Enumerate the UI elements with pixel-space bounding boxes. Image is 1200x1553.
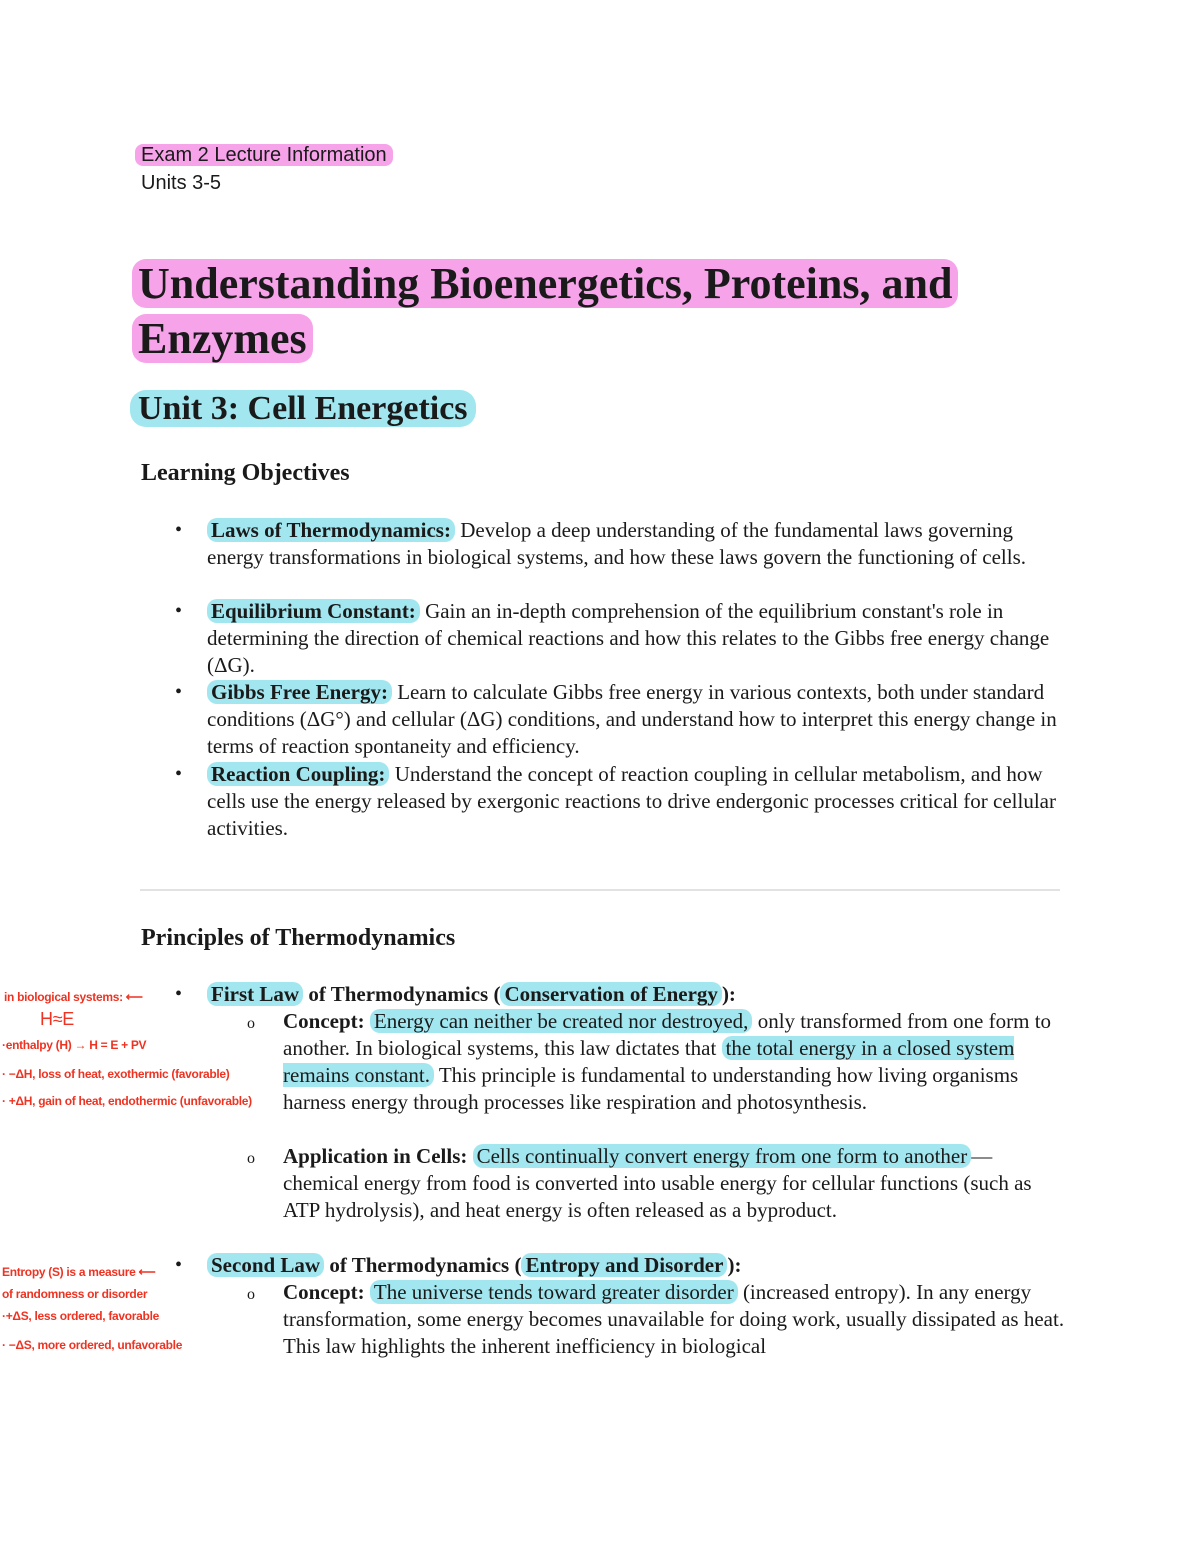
concept-text: This principle is fundamental to understanding how living organisms harness energy through processes like respiration and photosynthesis. xyxy=(283,1063,1019,1114)
header-label xyxy=(135,144,393,167)
divider xyxy=(140,889,1060,891)
page-title xyxy=(132,256,958,366)
bullet-icon: • xyxy=(175,983,183,1005)
annotation: ·enthalpy (H) → H = E + PV xyxy=(2,1038,147,1052)
objective-item xyxy=(207,761,1067,842)
annotation: Entropy (S) is a measure ⟵ xyxy=(2,1265,156,1279)
highlight: The universe tends toward greater disorder xyxy=(370,1280,738,1304)
first-law-concept xyxy=(283,1008,1068,1116)
second-law-subtitle: Entropy and Disorder xyxy=(521,1253,727,1277)
annotation: · −ΔH, loss of heat, exothermic (favorable) xyxy=(2,1067,230,1081)
first-law-heading-end: ): xyxy=(721,982,736,1006)
objective-text: Develop a deep understanding of the fundamental laws governing energy transformations in biological systems, and how these laws govern the functioning of cells. xyxy=(207,518,1027,569)
objective-term: Gibbs Free Energy: xyxy=(207,680,392,704)
annotation: · −ΔS, more ordered, unfavorable xyxy=(2,1338,183,1352)
unit-heading-text: Unit 3: Cell Energetics xyxy=(130,390,476,427)
objective-text: Understand the concept of reaction coupling in cellular metabolism, and how cells use the energy released by exergonic reactions to drive endergonic processes critical for cellular activities. xyxy=(207,762,1056,840)
first-law-heading-text: of Thermodynamics ( xyxy=(303,982,501,1006)
principles-heading: Principles of Thermodynamics xyxy=(141,925,456,951)
annotation: ·+ΔS, less ordered, favorable xyxy=(2,1309,159,1323)
second-law-heading-text: of Thermodynamics ( xyxy=(324,1253,522,1277)
second-law-term: Second Law xyxy=(207,1253,324,1277)
objective-item xyxy=(207,598,1067,679)
second-law-heading-end: ): xyxy=(727,1253,742,1277)
bullet-icon: • xyxy=(175,763,183,785)
title-line2: Enzymes xyxy=(132,314,313,363)
circle-bullet-icon: o xyxy=(247,1150,255,1167)
objective-term: Equilibrium Constant: xyxy=(207,599,420,623)
bullet-icon: • xyxy=(175,600,183,622)
concept-text: only transformed from one form to another. In biological systems, this law dictates that xyxy=(283,1009,1052,1060)
objective-item xyxy=(207,517,1067,571)
circle-bullet-icon: o xyxy=(247,1286,255,1303)
bullet-icon: • xyxy=(175,1254,183,1276)
objective-term: Laws of Thermodynamics: xyxy=(207,518,455,542)
annotation: of randomness or disorder xyxy=(2,1287,148,1301)
highlight: Cells continually convert energy from one form to another xyxy=(473,1144,972,1168)
circle-bullet-icon: o xyxy=(247,1015,255,1032)
concept-label: Concept: xyxy=(283,1009,365,1033)
title-line1: Understanding Bioenergetics, Proteins, and xyxy=(132,259,958,308)
objectives-heading: Learning Objectives xyxy=(141,460,350,486)
objective-term: Reaction Coupling: xyxy=(207,762,389,786)
first-law-term: First Law xyxy=(207,982,303,1006)
second-law-concept xyxy=(283,1279,1068,1360)
bullet-icon: • xyxy=(175,681,183,703)
annotation: in biological systems: ⟵ xyxy=(4,990,143,1004)
concept-label: Concept: xyxy=(283,1280,365,1304)
unit-heading xyxy=(130,390,476,428)
annotation: H≈E xyxy=(40,1009,74,1029)
units-label: Units 3-5 xyxy=(141,172,222,194)
application-label: Application in Cells: xyxy=(283,1144,468,1168)
concept-text: (increased entropy). In any energy transformation, some energy becomes unavailable for doing work, usually dissipated as heat. This law highlights the inherent inefficiency in biological xyxy=(283,1280,1065,1358)
annotation: · +ΔH, gain of heat, endothermic (unfavorable) xyxy=(2,1094,252,1108)
objective-item xyxy=(207,679,1067,760)
objective-text: Learn to calculate Gibbs free energy in various contexts, both under standard conditions (ΔG°) and cellular (ΔG) conditions, and understand how to interpret this energy change in terms of reaction spontaneity and efficiency. xyxy=(207,680,1057,758)
first-law-subtitle: Conservation of Energy xyxy=(500,982,722,1006)
second-law-heading xyxy=(207,1252,741,1279)
highlight: the total energy in a closed system remains constant. xyxy=(283,1036,1015,1087)
first-law-application xyxy=(283,1143,1068,1224)
bullet-icon: • xyxy=(175,519,183,541)
header-label-text: Exam 2 Lecture Information xyxy=(135,144,393,166)
application-text: —chemical energy from food is converted into usable energy for cellular functions (such as ATP hydrolysis), and heat energy is often released as a byproduct. xyxy=(283,1144,1032,1222)
objective-text: Gain an in-depth comprehension of the equilibrium constant's role in determining the direction of chemical reactions and how this relates to the Gibbs free energy change (ΔG). xyxy=(207,599,1050,677)
highlight: Energy can neither be created nor destroyed, xyxy=(370,1009,753,1033)
first-law-heading xyxy=(207,981,736,1008)
